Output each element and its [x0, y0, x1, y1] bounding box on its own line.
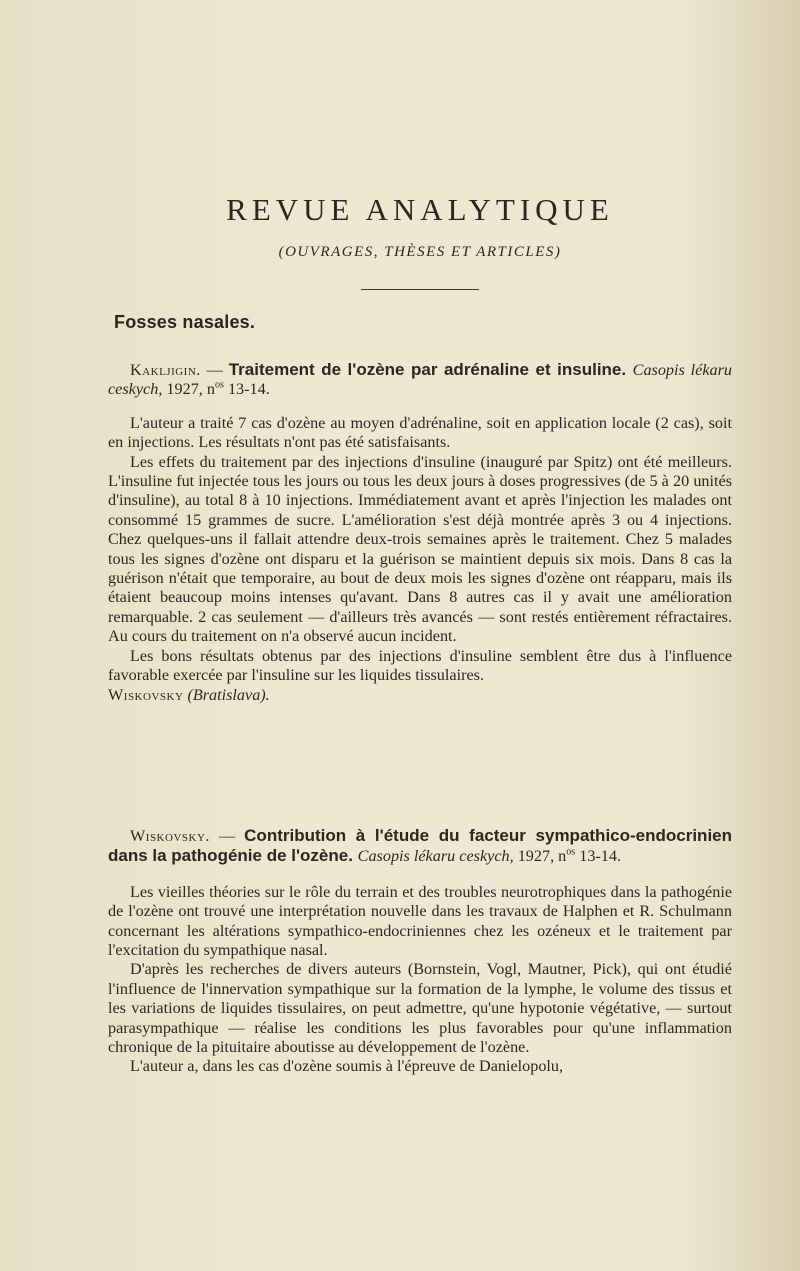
- article-kakljigin: [108, 360, 732, 705]
- article-issue: 13-14.: [575, 847, 622, 866]
- section-heading: Fosses nasales.: [114, 312, 256, 332]
- article-title-end: .: [621, 360, 633, 379]
- article-title-end: .: [348, 846, 358, 866]
- page-title: REVUE ANALYTIQUE: [226, 192, 614, 227]
- article-issue: 13-14.: [223, 380, 270, 399]
- article-year: 1927, n: [513, 847, 567, 866]
- signature-place: (Bratislava).: [187, 685, 270, 704]
- article-header: [108, 360, 732, 400]
- article-wiskovsky: [108, 826, 732, 1077]
- article-nos: os: [214, 380, 224, 392]
- article-paragraph: Les vieilles théories sur le rôle du terrain et des troubles neurotrophiques dans la pathogénie de l'ozène ont trouvé une interprétation nouvelle dans les travaux de Halphen et R. Schulmann concernant les altérations sympathico-endocriniennes chez les ozéneux et le traitement par l'excitation du sympathique nasal.: [108, 882, 732, 960]
- article-author: Kakljigin.: [130, 361, 201, 379]
- article-nos: os: [566, 847, 576, 859]
- article-author: Wiskovsky.: [130, 827, 210, 845]
- article-paragraph: Les effets du traitement par des injections d'insuline (inauguré par Spitz) ont été meilleurs. L'insuline fut injectée tous les jours ou tous les deux jours à doses progressives (de 5 à 20 unités d'insuline), au total 8 à 10 injections. Immédiatement avant et après l'injection les malades ont consommé 15 grammes de sucre. L'amélioration s'est déjà montrée après 3 ou 4 injections. Chez quelques-uns il fallait attendre deux-trois semaines après le traitement. Chez 5 malades tous les signes d'ozène ont disparu et la guérison se maintient depuis six mois. Dans 8 cas la guérison n'était que temporaire, au bout de deux mois les signes d'ozène ont réapparu, mais ils étaient beaucoup moins intenses qu'avant. Dans 8 autres cas il y avait une amélioration remarquable. 2 cas seulement — d'ailleurs très avancés — sont restés entièrement réfractaires. Au cours du traitement on n'a observé aucun incident.: [108, 452, 732, 646]
- article-paragraph: D'après les recherches de divers auteurs (Bornstein, Vogl, Mautner, Pick), qui ont étudié l'influence de l'innervation sympathique sur la formation de la lymphe, le volume des tissus et les variations de liquides tissulaires, on peut admettre, qu'une hypotonie végétative, — surtout parasympathique — réalise les conditions les plus favorables pour qu'une inflammation chronique de la pituitaire aboutisse au développement de l'ozène.: [108, 960, 732, 1057]
- title-divider: [361, 289, 479, 290]
- article-journal: Casopis lékaru ceskych,: [108, 361, 733, 399]
- article-title: Traitement de l'ozène par adrénaline et insuline: [228, 360, 622, 379]
- signature-name: Wiskovsky: [108, 685, 184, 704]
- article-paragraph: L'auteur a, dans les cas d'ozène soumis à l'épreuve de Danielopolu,: [130, 1057, 564, 1076]
- article-dash: —: [209, 827, 245, 845]
- article-paragraph: L'auteur a traité 7 cas d'ozène au moyen d'adrénaline, soit en application locale (2 cas), soit en injections. Les résultats n'ont pas été satisfaisants.: [108, 413, 732, 452]
- article-paragraph: Les bons résultats obtenus par des injections d'insuline semblent être dus à l'influence favorable exercée par l'insuline sur les liquides tissulaires.: [108, 646, 732, 685]
- page-subtitle: (OUVRAGES, THÈSES ET ARTICLES): [278, 244, 562, 260]
- article-year: 1927, n: [162, 380, 215, 399]
- article-signature: [108, 686, 732, 705]
- article-title: Contribution à l'étude du facteur sympathico-endocrinien dans la pathogénie de l'ozène: [108, 826, 733, 866]
- article-header: [108, 826, 732, 867]
- article-dash: —: [200, 361, 229, 379]
- article-journal: Casopis lékaru ceskych,: [357, 847, 514, 866]
